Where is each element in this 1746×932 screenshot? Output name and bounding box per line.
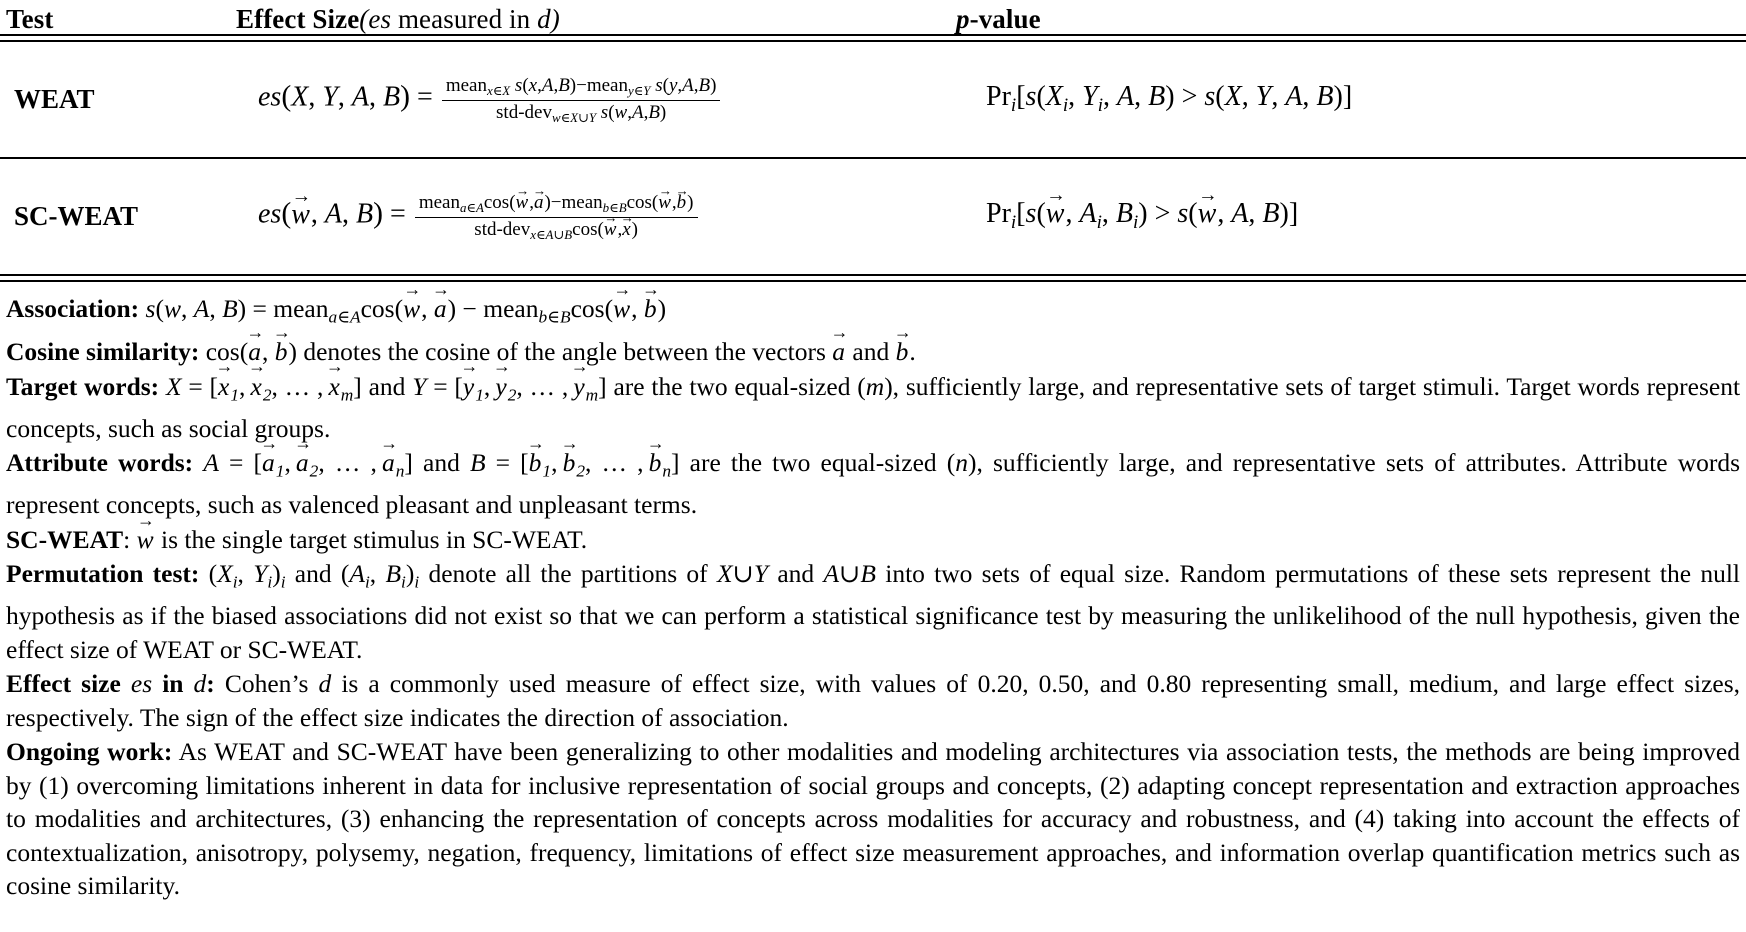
note-text-effect-size: Cohen’s d is a commonly used measure of effect size, with values of 0.20, 0.50, and 0.80 representing small, medium, and large effect sizes, respectively. The sign of the effect size indicates the direction of association. bbox=[6, 669, 1741, 732]
formula-effect-size-sc-weat: es(w →, A, B) = $\frac{mean_{a\in A}\cos(w \to,a \to)-mean_{b\in B}\cos(w \to,b \to)}{std-dev_{x\in A\cup B}\cos(w \to,x \to)}$ bbox=[244, 191, 978, 241]
note-text-attribute-and: and bbox=[423, 448, 460, 478]
note-text-cosine-end: . bbox=[909, 337, 916, 367]
sc-weat-effect-size-denominator: std-dev$_{x\in A\cup B}$cos(w →,x →) bbox=[415, 218, 698, 243]
note-text-cosine-and: and bbox=[852, 337, 890, 367]
header-p-symbol: p bbox=[956, 4, 970, 34]
note-text-perm-body-1: denote all the partitions of bbox=[428, 559, 708, 589]
header-effect-size-es-symbol: es bbox=[368, 4, 392, 34]
note-effect-size bbox=[6, 667, 1740, 734]
note-text-attribute-body: are the two equal-sized (n), sufficiently large, and representative sets of attributes. Attribute words represent concepts, such as valenced pleasant and unpleasant terms. bbox=[6, 448, 1741, 520]
sc-weat-effect-size-numerator: mean$_{a\in A}$cos(w →,a →)−mean$_{b\in B}$cos(w →,b →) bbox=[415, 192, 698, 218]
note-ongoing-work bbox=[6, 735, 1740, 903]
sc-weat-effect-size-fraction bbox=[415, 192, 698, 242]
note-sc-weat bbox=[6, 523, 1740, 557]
table-header-row bbox=[0, 0, 1746, 34]
note-formula-attribute-B: $B = [b \to_1$, $b \to_2$, … , $b \to_n$] bbox=[470, 448, 680, 477]
note-formula-association: s(w, A, B) = mean$_{a\in A}$cos(w →, a →) − mean$_{b\in B}$cos(w →, b →) bbox=[146, 294, 667, 323]
formula-effect-size-weat: es(X, Y, A, B) = $\frac{mean_{x\in X} s(x,A,B)-mean_{y\in Y} s(y,A,B)}{std-dev_{w\in X\cup Y} s(w,A,B)}$ bbox=[244, 74, 978, 124]
table-notes bbox=[0, 282, 1746, 903]
note-vector-a: a → bbox=[832, 335, 846, 369]
note-formula-partitions-AB: ($A_i$, $B_i)_i$ bbox=[340, 559, 420, 592]
note-text-perm-body-2: into two sets of equal size. Random permutations of these sets represent the null hypothesis as if the biased associations did not exist so that we can perform a statistical significance test by measuring the unlikelihood of the null hypothesis, given the effect size of WEAT or SC-WEAT. bbox=[6, 559, 1741, 664]
header-effect-size-middle-text: measured in bbox=[391, 4, 538, 34]
header-label-test: Test bbox=[6, 4, 54, 34]
note-text-sc-weat-colon: : bbox=[123, 524, 131, 554]
note-text-perm-and: and bbox=[294, 559, 332, 589]
note-formula-partitions-XY: ($X_i$, $Y_i)_i$ bbox=[208, 559, 286, 592]
note-effect-size-d-symbol: d bbox=[193, 669, 207, 699]
note-label-ongoing-work: Ongoing work: bbox=[6, 737, 173, 767]
row-label-sc-weat: SC-WEAT bbox=[14, 201, 139, 231]
note-formula-cosine: cos(a →, b →) bbox=[206, 337, 297, 366]
note-label-effect-size-pre: Effect size bbox=[6, 669, 121, 699]
header-effect-size-paren-close: ) bbox=[550, 4, 560, 34]
table-row bbox=[0, 42, 1746, 157]
header-effect-size-d-symbol: d bbox=[537, 4, 551, 34]
note-formula-union-AB: A∪B bbox=[823, 559, 876, 589]
note-formula-target-X: $X = [x \to_1$, $x \to_2$, … , $x \to_m$] bbox=[166, 372, 362, 401]
header-divider-double-rule bbox=[0, 34, 1746, 42]
note-text-cosine-pre: denotes the cosine of the angle between the vectors bbox=[303, 337, 826, 367]
note-label-cosine-similarity: Cosine similarity: bbox=[6, 337, 200, 367]
weat-effect-size-denominator: std-dev$_{w\in X\cup Y}$ s(w,A,B) bbox=[496, 102, 667, 126]
note-attribute-words bbox=[6, 446, 1740, 522]
formula-p-value-sc-weat: $Pr_i[s(w$ →, $A_i$, $B_i) > s(w$ →, A, B)] bbox=[978, 198, 1740, 234]
table-row bbox=[0, 159, 1746, 274]
note-text-sc-weat: is the single target stimulus in SC-WEAT. bbox=[161, 524, 588, 554]
note-association bbox=[6, 292, 1740, 334]
note-text-ongoing-work: As WEAT and SC-WEAT have been generalizing to other modalities and modeling architectures via association tests, the methods are being improved by (1) overcoming limitations inherent in data for inclusive representation of social groups and concepts, (2) adapting concept representation and extraction approaches to modalities and architectures, (3) enhancing the representation of concepts across modalities for accuracy and robustness, and (4) taking into account the effects of contextualization, anisotropy, polysemy, negation, frequency, limitations of effect size measurement approaches, and information overlap quantification metrics such as cosine similarity. bbox=[6, 737, 1740, 901]
note-effect-size-in: in bbox=[162, 669, 184, 699]
note-label-attribute-words: Attribute words: bbox=[6, 448, 194, 478]
note-label-target-words: Target words: bbox=[6, 371, 160, 401]
note-label-sc-weat: SC-WEAT bbox=[6, 524, 124, 554]
notes-divider-double-rule bbox=[0, 274, 1746, 282]
note-label-permutation-test: Permutation test: bbox=[6, 559, 200, 589]
note-cosine-similarity bbox=[6, 335, 1740, 369]
header-label-effect-size: Effect Size bbox=[236, 4, 360, 34]
note-text-perm-and2: and bbox=[777, 559, 815, 589]
note-permutation-test bbox=[6, 557, 1740, 666]
weat-effect-size-numerator: mean$_{x\in X}$ s(x,A,B)−mean$_{y\in Y}$ s(y,A,B) bbox=[442, 75, 721, 101]
note-vector-b: b → bbox=[896, 335, 910, 369]
note-effect-size-colon: : bbox=[206, 669, 215, 699]
formula-p-value-weat: $Pr_i[s(X_i$, $Y_i$, A, B) > s(X, Y, A, B)] bbox=[986, 81, 1353, 117]
note-formula-attribute-A: $A = [a \to_1$, $a \to_2$, … , $a \to_n$] bbox=[203, 448, 413, 477]
header-effect-size-paren-open: ( bbox=[359, 4, 369, 34]
note-text-target-and: and bbox=[368, 371, 406, 401]
note-effect-size-es-symbol: es bbox=[130, 669, 153, 699]
header-p-value-label: -value bbox=[969, 4, 1041, 34]
header-cell-test bbox=[6, 4, 236, 34]
header-cell-p-value bbox=[956, 4, 1740, 34]
note-text-target-body: are the two equal-sized (m), sufficiently large, and representative sets of target stimuli. Target words represent concepts, such as social groups. bbox=[6, 371, 1741, 443]
note-label-association: Association: bbox=[6, 294, 140, 323]
note-vector-w: w → bbox=[137, 523, 155, 557]
header-cell-effect-size bbox=[236, 4, 956, 34]
note-formula-union-XY: X∪Y bbox=[716, 559, 769, 589]
note-formula-target-Y: $Y = [y \to_1$, $y \to_2$, … , $y \to_m$] bbox=[412, 372, 606, 401]
weat-effect-size-fraction bbox=[442, 75, 721, 125]
row-label-weat: WEAT bbox=[14, 84, 95, 114]
